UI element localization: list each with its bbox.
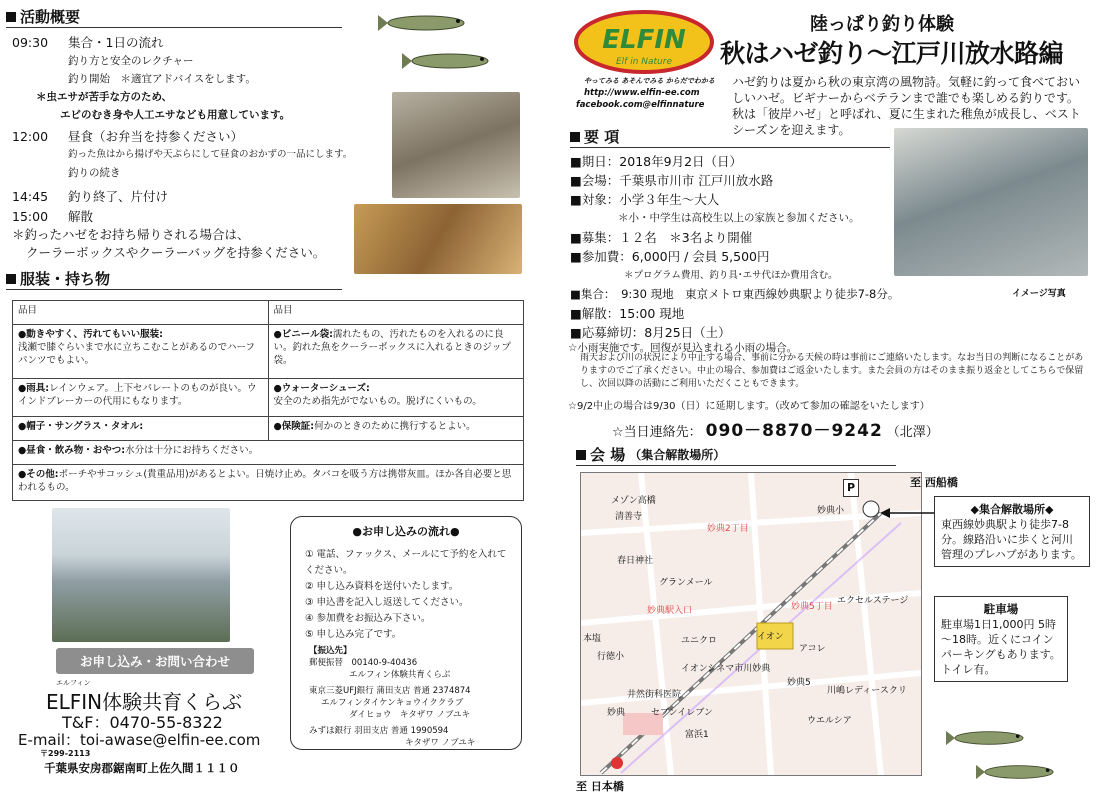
contact-button[interactable]: お申し込み・お問い合わせ: [56, 648, 254, 674]
parking-box: 駐車場 駐車場1日1,000円 5時～18時。近くにコインパーキングもあります。トイレ有。: [934, 596, 1068, 682]
square-bullet-icon: [576, 450, 586, 460]
flow-step: ① 電話、ファックス、メールにて予約を入れてください。: [305, 549, 507, 576]
svg-text:ELFIN: ELFIN: [602, 25, 686, 55]
flow-step: ⑤ 申し込み完了です。: [305, 629, 402, 640]
contact-phone-row: ☆当日連絡先： 090－8870－9242 （北澤）: [612, 416, 939, 441]
svg-text:Elf in Nature: Elf in Nature: [616, 57, 672, 67]
direction-west: 至 西船橋: [910, 476, 958, 489]
map-label: 井然街科医院: [627, 690, 682, 700]
meeting-point-icon: [863, 501, 879, 517]
schedule: 09:30 集合・1日の流れ 釣り方と安全のレクチャー 釣り開始 ＊適宜アドバイスをします。 ＊虫エサが苦手な方のため、 エビのむき身や人工エサなども用意しています。 12:00 昼食（お弁当を持参ください） 釣った魚はから揚げや天ぷらにして昼食のおかずの一品にします。 釣りの続き 14:45 釣り終了、片付け 15:00 解散 ＊釣ったハゼをお持ち帰りされる場合は、 クーラーボックスやクーラーバッグを持参ください。: [12, 35, 353, 260]
goby-fish-icon: [378, 12, 474, 34]
tagline: やってみる あそんでみる からだでわかる: [584, 77, 715, 85]
map-label: 妙典2丁目: [707, 524, 749, 534]
map-label: 妙典: [607, 708, 626, 718]
intro-text: ハゼ釣りは夏から秋の東京湾の風物詩。気軽に釣って食べておいしいハゼ。ビギナーからベテランまで誰でも楽しめる釣りです。秋は「彼岸ハゼ」と呼ばれ、夏に生まれた稚魚が成長し、ベストシーズンを迎えます。: [732, 75, 1081, 137]
flow-step: ③ 申込書を記入し返送してください。: [305, 597, 469, 608]
map-label: ユニクロ: [681, 636, 718, 646]
map-label: 本塩: [583, 634, 602, 644]
map-label: 川嶋レディースクリ: [827, 686, 907, 696]
goby-photo: [392, 92, 520, 198]
map-label: ウエルシア: [807, 716, 852, 726]
map-label: エクセルステージ: [837, 596, 909, 606]
clothing-table: [12, 300, 524, 501]
facebook-link[interactable]: facebook.com@elfinnature: [576, 100, 705, 110]
rain-text: 雨天および川の状況により中止する場合、事前に分かる天候の時は事前にご連絡いたします。なお当日の判断になることがありますのでご了承ください。中止の場合、参加費はご返金いたします。また会員の方はそのまま振り返金としてこちらで保留し、次回以降の活動にご利用いただくこともできます。: [580, 353, 1084, 389]
parking-icon: P: [843, 479, 859, 497]
goby-fish-icon: [402, 50, 498, 72]
map-label: 清善寺: [615, 512, 643, 522]
arrow-icon: [880, 506, 934, 520]
application-flow-box: ●お申し込みの流れ● ① 電話、ファックス、メールにて予約を入れてください。 ② 申し込み資料を送付いたします。 ③ 申込書を記入し返送してください。 ④ 参加費をお振込み下さい。 ⑤ 申し込み完了です。 【振込先】 郵便振替 00140-9-40436 エルフィン体験共育くらぶ 東京三菱UFJ銀行 蒲田支店 普通 2374874 エルフィンタイケンキョウイククラブ ダイヒョウ キタザワ ノブユキ みずほ銀行 羽田支店 普通 1990594 キタザワ ノブユキ: [290, 516, 522, 750]
map-label: イオン: [757, 632, 784, 642]
map-label: メゾン高橋: [611, 496, 656, 506]
table-row: ●その他:ポーチやサコッシュ(貴重品用)があるとよい。日焼け止め。タバコを吸う方は携帯灰皿。ほか各自必要と思われるもの。: [13, 465, 524, 501]
rain-title: ☆小雨実施です。回復が見込まれる小雨の場合。: [568, 342, 798, 354]
direction-south: 至 日本橋: [576, 780, 624, 793]
venue-heading: 会 場 （集合解散場所）: [576, 444, 896, 466]
meeting-point-box: ◆集合解散場所◆ 東西線妙典駅より徒歩7-8分。線路沿いに歩くと河川管理のプレハブがあります。: [934, 496, 1090, 567]
details-heading: 要 項: [570, 126, 890, 148]
activity-heading: 活動概要: [6, 6, 342, 28]
club-ruby: エルフィン: [56, 679, 91, 687]
club-name: ELFIN体験共育くらぶ: [46, 690, 243, 714]
website-url[interactable]: http://www.elfin-ee.com: [584, 88, 700, 98]
contact-tel: T&F：0470-55-8322: [62, 713, 223, 732]
map-label: 行徳小: [597, 652, 625, 662]
fried-fish-photo: [354, 204, 522, 274]
contact-zip: 〒299-2113: [40, 749, 91, 758]
map-label: アコレ: [799, 644, 826, 654]
map-label: グランメール: [659, 578, 713, 588]
page-title: 秋はハゼ釣り～江戸川放水路編: [720, 39, 1064, 68]
table-row: ●帽子・サングラス・タオル: ●保険証:何かのときのために携行するとよい。: [13, 417, 524, 441]
map-label: 妙典駅入口: [647, 606, 693, 616]
clothing-heading: 服装・持ち物: [6, 268, 342, 290]
flow-title: ●お申し込みの流れ●: [352, 525, 460, 538]
goby-fish-icon: [976, 762, 1062, 782]
map-label: 妙典小: [817, 506, 845, 516]
map-label: セブンイレブン: [651, 708, 713, 718]
table-header: 品目: [13, 301, 269, 325]
table-row: ●動きやすく、汚れてもいい服装: 浅瀬で膝ぐらいまで水に立ちこむことがあるのでハーフパンツでもよい。 ●ビニール袋:濡れたもの、汚れたものを入れるのに良い。釣れた魚をクーラーボックスに入れるときのジップ袋。: [13, 325, 524, 379]
phone-number[interactable]: 090－8870－9242: [705, 421, 883, 441]
square-bullet-icon: [6, 274, 16, 284]
flow-step: ② 申し込み資料を送付いたします。: [305, 581, 459, 592]
table-header: 品目: [268, 301, 524, 325]
map-label: 春日神社: [617, 556, 654, 566]
contact-email[interactable]: E-mail：toi-awase@elfin-ee.com: [18, 731, 261, 749]
goby-fish-icon: [946, 728, 1032, 748]
map-label: イオンシネマ市川妙典: [681, 664, 771, 674]
page-subtitle: 陸っぱり釣り体験: [810, 14, 954, 35]
river-photo: [52, 508, 230, 642]
square-bullet-icon: [6, 12, 16, 22]
postpone-note: ☆9/2中止の場合は9/30（日）に延期します。（改めて参加の確認をいたします）: [568, 401, 930, 412]
elfin-logo: [574, 10, 714, 74]
details-list: ■期日：2018年9月2日（日） ■会場：千葉県市川市 江戸川放水路 ■対象：小学３年生～大人 ＊小・中学生は高校生以上の家族と参加ください。 ■募集：１２名 ＊3名より開催 ■参加費：6,000円 / 会員 5,500円 ＊プログラム費用、釣り具･エサ代ほか費用含む。 ■集合： 9:30 現地 東京メトロ東西線妙典駅より徒歩7-8分。 ■解散：15:00 現地 ■応募締切：8月25日（土）: [570, 154, 900, 340]
table-row: ●昼食・飲み物・おやつ:水分は十分にお持ちください。: [13, 441, 524, 465]
image-label: イメージ写真: [1012, 289, 1066, 299]
contact-address: 千葉県安房郡鋸南町上佐久間１１１０: [44, 761, 240, 775]
venue-map[interactable]: [580, 472, 922, 776]
flow-step: ④ 参加費をお振込み下さい。: [305, 613, 431, 624]
square-bullet-icon: [570, 132, 580, 142]
map-label: 妙典5: [787, 678, 811, 688]
table-row: ●雨具:レインウェア。上下セパレートのものが良い。ウインドブレーカーの代用にもなります。 ●ウォーターシューズ: 安全のため指先がでないもの。脱げにくいもの。: [13, 379, 524, 417]
map-label: 妙典5丁目: [791, 602, 833, 612]
map-label: 富浜1: [685, 730, 709, 740]
